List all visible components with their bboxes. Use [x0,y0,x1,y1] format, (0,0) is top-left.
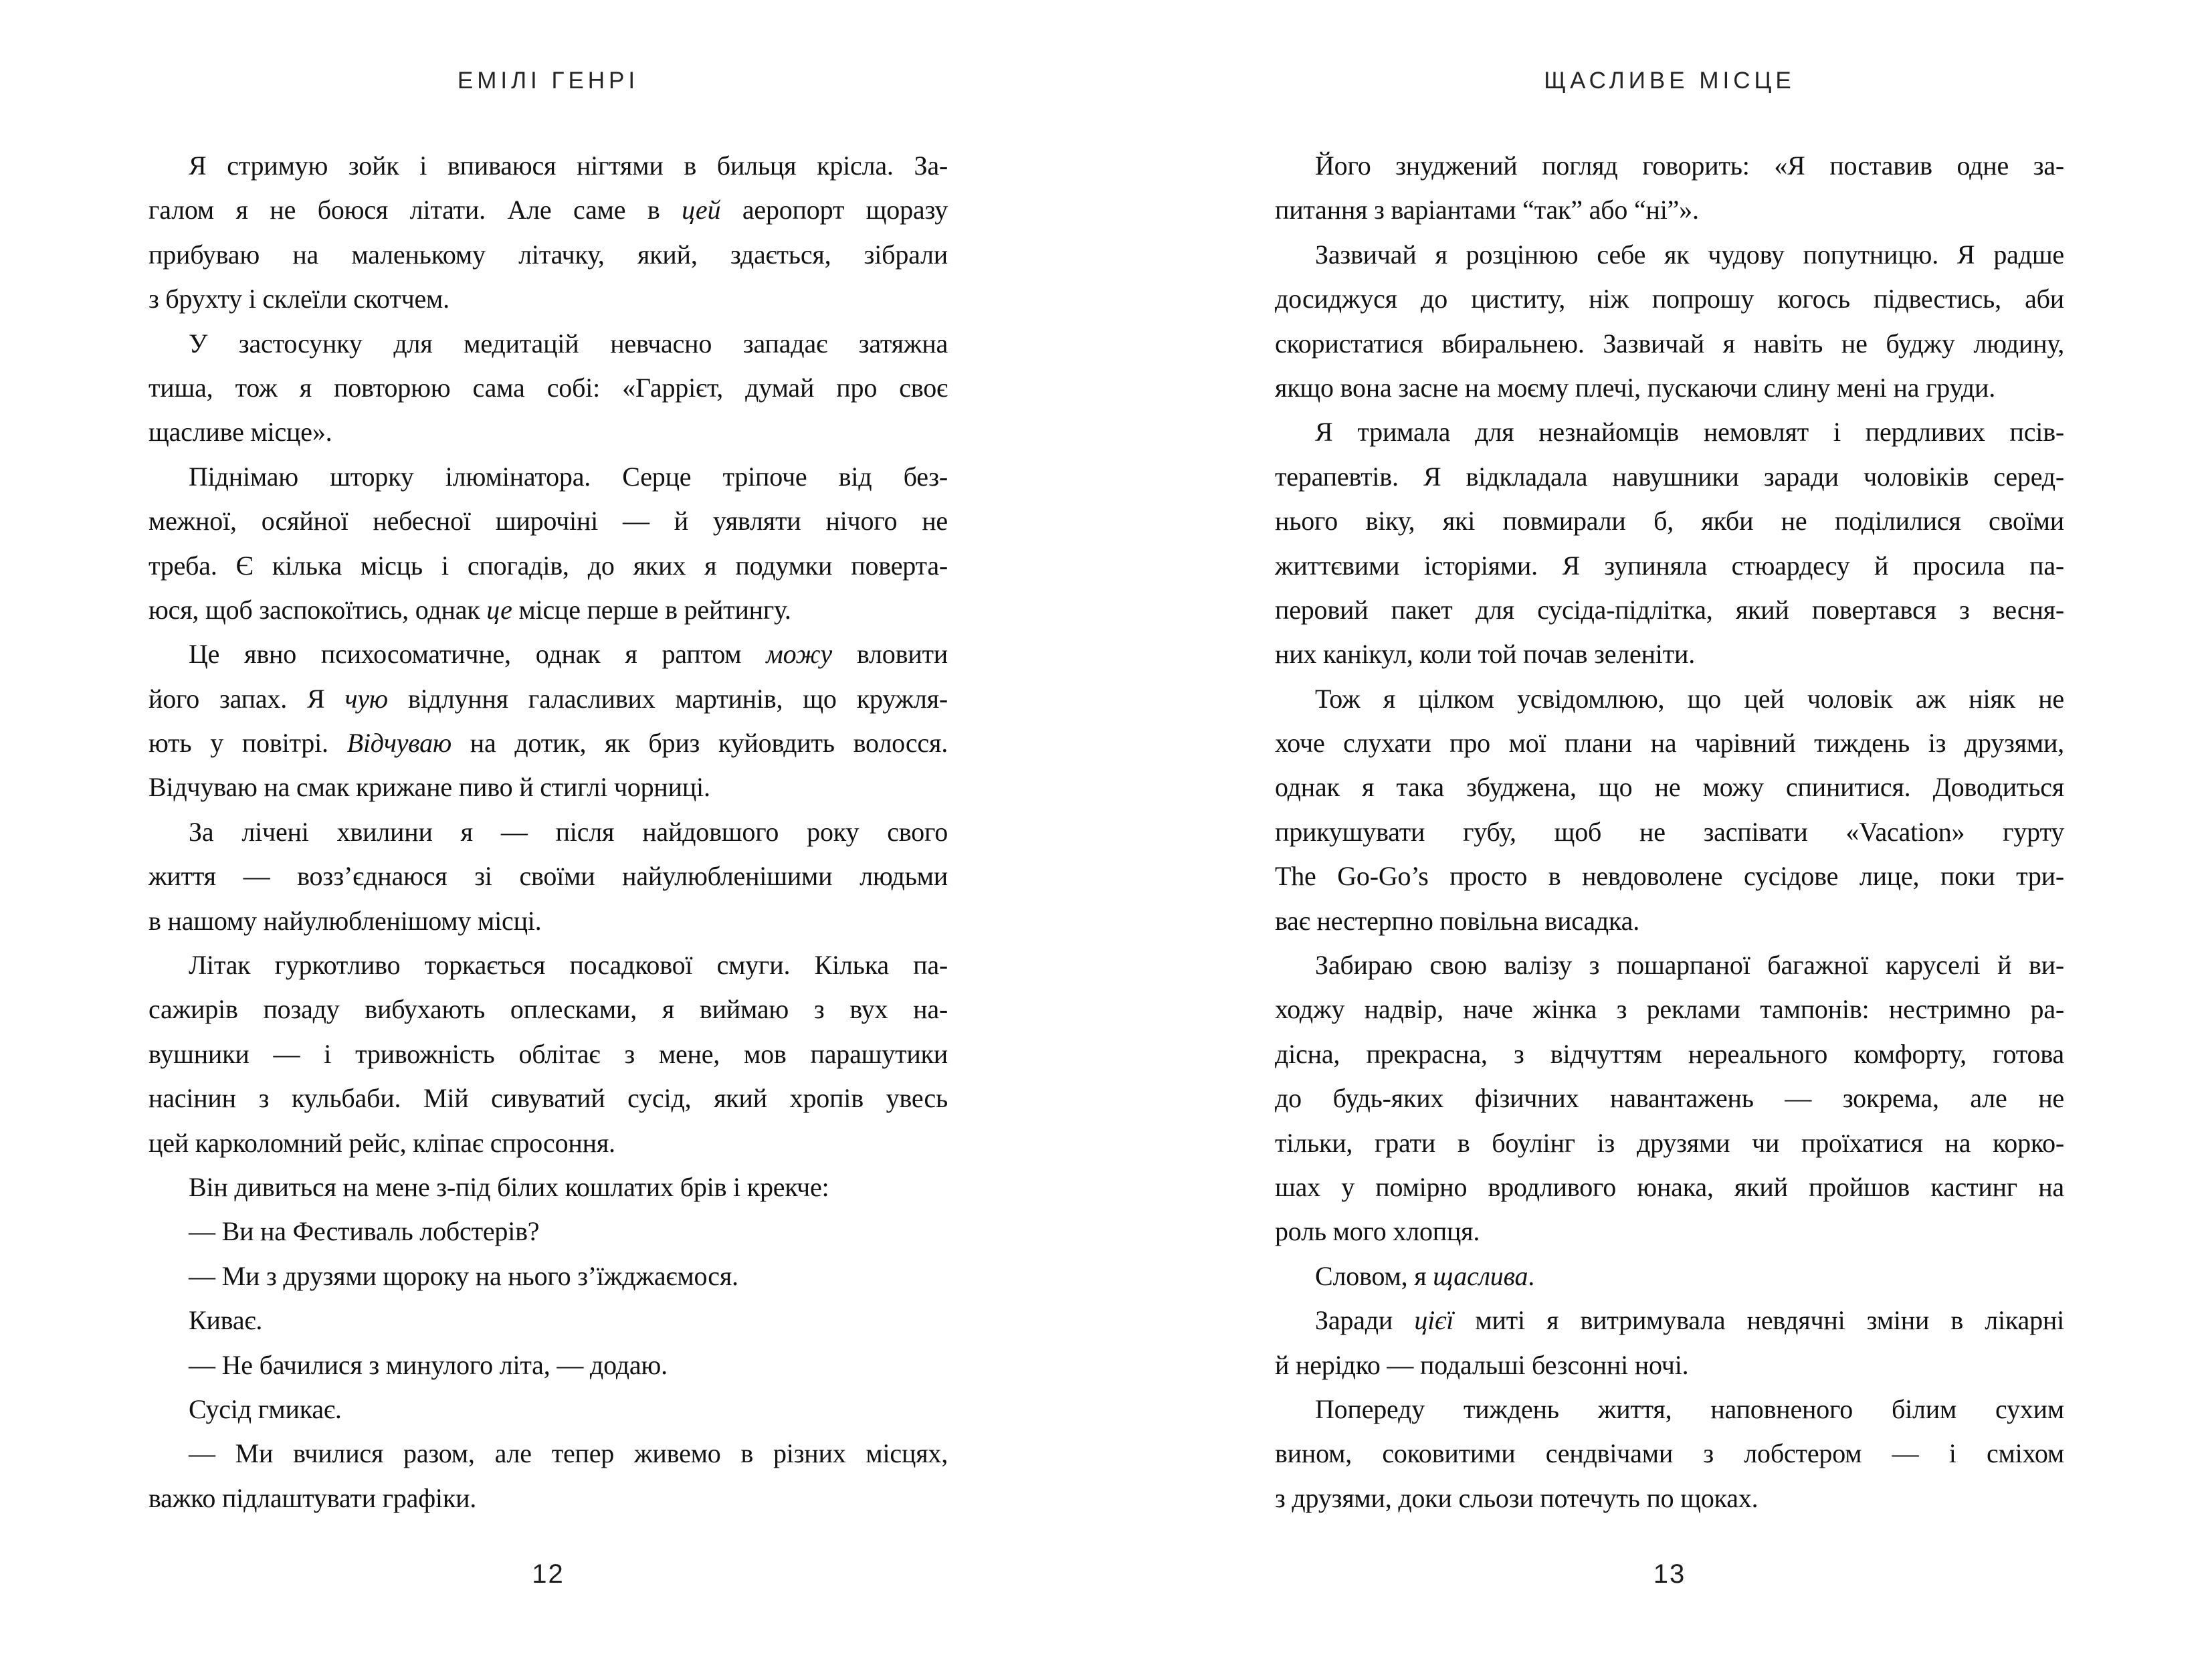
paragraph [148,810,948,943]
text-line: Заради цієї миті я витримувала невдячні зміни в лікарні [1315,1305,2065,1336]
text-line: його запах. Я чую відлуння галасливих мартинів, що кружля- [148,683,948,714]
running-header-title: ЩАСЛИВЕ МІСЦЕ [1544,68,1795,94]
page-right [1106,0,2212,1659]
text-line: Киває. [189,1305,263,1336]
text-line: тільки, грати в боулінг із друзями чи проїхатися на корко- [1275,1127,2064,1158]
text-line: прикушувати губу, щоб не заспівати «Vacation» гурту [1275,816,2064,847]
text-line: За лічені хвилини я — після найдовшого року свого [189,816,948,847]
text-line: межної, осяйної небесної широчіні — й уявляти нічого не [148,506,948,536]
text-line: до будь-яких фізичних навантажень — зокрема, але не [1275,1083,2064,1114]
text-line: Це явно психосоматичне, однак я раптом можу вловити [189,639,948,670]
text-line: ває нестерпно повільна висадка. [1275,905,1640,936]
paragraph [148,1209,948,1254]
page-right-column [1275,0,2064,1659]
text-line: вушники — і тривожність облітає з мене, мов парашутики [148,1038,948,1069]
body-text-left [148,144,948,1521]
paragraph [148,144,948,322]
text-line: однак я така збуджена, що не можу спинитися. Доводиться [1275,772,2064,803]
text-line: Зазвичай я розцінюю себе як чудову попутницю. Я радше [1315,239,2064,270]
text-line: щасливе місце». [148,417,332,448]
text-line: The Go-Go’s просто в невдоволене сусідове лице, поки три- [1275,861,2064,892]
text-line: шах у помірно вродливого юнака, який пройшов кастинг на [1275,1171,2064,1202]
text-line: життєвими історіями. Я зупиняла стюардесу й просила па- [1275,550,2064,581]
paragraph [148,1432,948,1521]
paragraph [1275,1298,2064,1387]
text-line: Відчуваю на смак крижане пиво й стиглі чорниці. [148,772,710,803]
paragraph [1275,1387,2064,1521]
text-line: насінин з кульбаби. Мій сивуватий сусід, який хропів увесь [148,1083,948,1114]
text-line: в нашому найулюбленішому місці. [148,905,542,936]
paragraph [148,1254,948,1298]
text-line: тиша, тож я повторюю сама собі: «Гаррієт, думай про своє [148,372,948,403]
text-line: Він дивиться на мене з-під білих кошлатих брів і крекче: [189,1171,829,1202]
text-line: терапевтів. Я відкладала навушники заради чоловіків серед- [1275,461,2064,492]
text-line: треба. Є кілька місць і спогадів, до яких я подумки поверта- [148,550,948,581]
text-line: Попереду тиждень життя, наповненого білим сухим [1315,1393,2064,1424]
paragraph [1275,410,2064,676]
text-line: й нерідко — подальші безсонні ночі. [1275,1349,1689,1380]
text-line: якщо вона засне на моєму плечі, пускаючи слину мені на груди. [1275,372,1995,403]
text-line: Я тримала для незнайомців немовлят і пердливих псів- [1315,417,2064,448]
text-line: життя — возз’єднаюся зі своїми найулюбленішими людьми [148,861,948,892]
paragraph [148,1165,948,1209]
text-line: юся, щоб заспокоїтись, однак це місце перше в рейтингу. [148,594,791,625]
text-line: сажирів позаду вибухають оплесками, я виймаю з вух на- [148,994,948,1025]
text-line: галом я не боюся літати. Але саме в цей аеропорт щоразу [148,195,948,225]
page-number-right: 13 [1653,1559,1686,1589]
paragraph [1275,144,2064,233]
text-line: ють у повітрі. Відчуваю на дотик, як бриз куйовдить волосся. [148,728,948,759]
text-line: — Ви на Фестиваль лобстерів? [189,1216,540,1247]
paragraph [148,943,948,1165]
text-line: них канікул, коли той почав зеленіти. [1275,639,1695,670]
text-line: У застосунку для медитацій невчасно западає затяжна [189,328,948,359]
page-left-column [148,0,948,1659]
paragraph [1275,1254,2064,1298]
paragraph [148,1343,948,1387]
paragraph [148,1298,948,1343]
text-line: дісна, прекрасна, з відчуттям нереального комфорту, готова [1275,1038,2064,1069]
paragraph [148,322,948,455]
text-line: — Не бачилися з минулого літа, — додаю. [189,1349,668,1380]
text-line: цей карколомний рейс, кліпає спросоння. [148,1127,615,1158]
text-line: Словом, я щаслива. [1315,1260,1535,1291]
paragraph [1275,677,2064,943]
paragraph [148,1387,948,1432]
text-line: з друзями, доки сльози потечуть по щоках. [1275,1482,1758,1513]
text-line: скористатися вбиральнею. Зазвичай я навіть не буджу людину, [1275,328,2064,359]
text-line: Літак гуркотливо торкається посадкової смуги. Кілька па- [189,950,948,981]
paragraph [1275,943,2064,1254]
paragraph [1275,233,2064,411]
text-line: — Ми з друзями щороку на нього з’їжджаємося. [189,1260,738,1291]
paragraph [148,455,948,633]
text-line: Піднімаю шторку ілюмінатора. Серце тріпоче від без- [189,461,948,492]
text-line: ходжу надвір, наче жінка з реклами тампонів: нестримно ра- [1275,994,2064,1025]
text-line: прибуваю на маленькому літачку, який, здається, зібрали [148,239,948,270]
text-line: роль мого хлопця. [1275,1216,1480,1247]
paragraph [148,632,948,810]
text-line: з брухту і склеїли скотчем. [148,284,449,314]
body-text-right [1275,144,2064,1521]
text-line: — Ми вчилися разом, але тепер живемо в різних місцях, [189,1438,948,1469]
text-line: вином, соковитими сендвічами з лобстером — і сміхом [1275,1438,2064,1469]
text-line: Я стримую зойк і впиваюся нігтями в бильця крісла. За- [189,151,948,181]
text-line: досиджуся до циститу, ніж попрошу когось підвестись, аби [1275,284,2064,314]
text-line: Сусід гмикає. [189,1393,342,1424]
text-line: важко підлаштувати графіки. [148,1482,477,1513]
text-line: Його знуджений погляд говорить: «Я поставив одне за- [1315,151,2064,181]
text-line: питання з варіантами “так” або “ні”». [1275,195,1699,225]
text-line: перовий пакет для сусіда-підлітка, який повертався з весня- [1275,594,2064,625]
text-line: хоче слухати про мої плани на чарівний тиждень із друзями, [1275,728,2064,759]
text-line: Тож я цілком усвідомлюю, що цей чоловік аж ніяк не [1315,683,2064,714]
page-number-left: 12 [532,1559,565,1589]
text-line: Забираю свою валізу з пошарпаної багажної каруселі й ви- [1315,950,2064,981]
running-header-author: ЕМІЛІ ГЕНРІ [457,68,639,94]
text-line: нього віку, які повмирали б, якби не поділилися своїми [1275,506,2064,536]
